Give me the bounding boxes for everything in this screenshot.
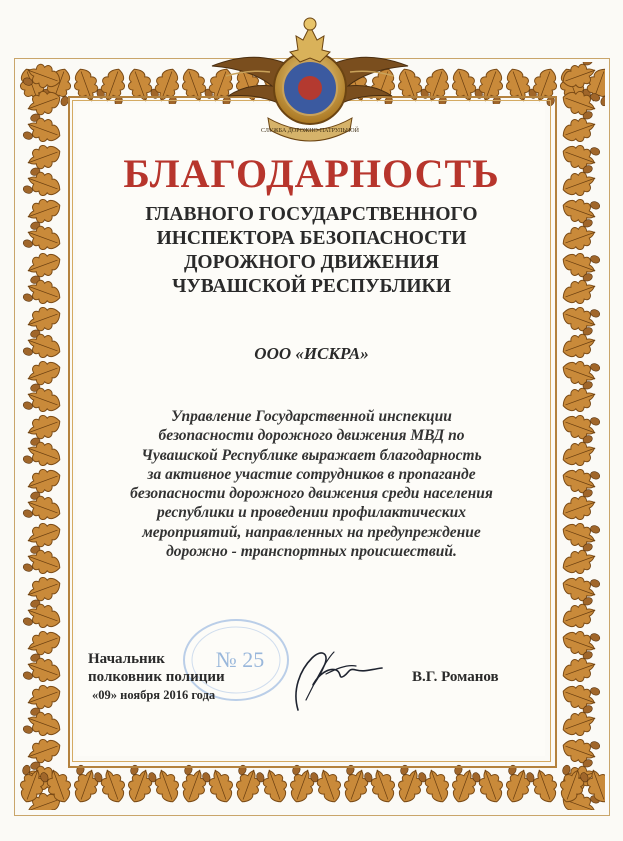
oak-leaf-ornament: [559, 624, 601, 660]
recipient-name: ООО «ИСКРА»: [254, 344, 369, 363]
oak-leaf-ornament: [23, 302, 65, 338]
oak-leaf-ornament: [23, 572, 65, 608]
oak-leaf-ornament: [445, 764, 481, 806]
subtitle-line: ГЛАВНОГО ГОСУДАРСТВЕННОГО: [145, 204, 478, 225]
oak-leaf-ornament: [22, 653, 64, 689]
oak-leaf-ornament: [229, 764, 265, 806]
ornament-border-bottom: [18, 762, 605, 810]
eagle-emblem-icon: [210, 6, 410, 156]
oak-leaf-ornament: [499, 764, 535, 806]
oak-leaf-ornament: [309, 765, 345, 807]
oak-leaf-ornament: [67, 764, 103, 806]
signer-name: В.Г. Романов: [412, 669, 499, 685]
body-line: за активное участие сотрудников в пропаганде: [147, 465, 476, 483]
oak-leaf-ornament: [23, 680, 65, 716]
oak-leaf-ornament: [558, 596, 600, 632]
stamp-number: № 25: [215, 647, 265, 672]
body-line: дорожно - транспортных происшествий.: [166, 543, 457, 561]
oak-leaf-ornament: [23, 626, 65, 662]
oak-leaf-ornament: [121, 764, 157, 806]
oak-leaf-ornament: [23, 86, 65, 122]
body-line: Чувашской Республике выражает благодарность: [141, 446, 482, 464]
oak-leaf-ornament: [337, 764, 373, 806]
oak-leaf-ornament: [147, 765, 183, 807]
oak-leaf-ornament: [558, 650, 600, 686]
oak-leaf-ornament: [559, 678, 601, 714]
oak-leaf-ornament: [22, 113, 64, 149]
body-line: безопасности дорожного движения МВД по: [158, 427, 465, 445]
oak-leaf-ornament: [417, 765, 453, 807]
oak-leaf-ornament: [175, 764, 211, 806]
issuer-subtitle: [0, 203, 623, 299]
oak-leaf-ornament: [558, 110, 600, 146]
signer-position-line2: полковник полиции: [88, 669, 225, 685]
oak-leaf-ornament: [391, 764, 427, 806]
subtitle-line: ИНСПЕКТОРА БЕЗОПАСНОСТИ: [156, 228, 467, 249]
oak-leaf-ornament: [18, 764, 49, 806]
body-paragraph: [0, 407, 623, 561]
oak-leaf-ornament: [22, 707, 64, 743]
emblem-ribbon-text: СЛУЖБА ДОРОЖНО-ПАТРУЛЬНОЙ: [261, 128, 359, 134]
oak-leaf-ornament: [283, 764, 319, 806]
oak-leaf-ornament: [22, 599, 64, 635]
oak-leaf-ornament: [363, 765, 399, 807]
oak-leaf-ornament: [558, 704, 600, 740]
signer-position-line1: Начальник: [88, 651, 165, 667]
oak-leaf-ornament: [525, 765, 561, 807]
oak-leaf-ornament: [201, 765, 237, 807]
oak-leaf-ornament: [93, 765, 129, 807]
oak-leaf-ornament: [39, 765, 75, 807]
oak-leaf-ornament: [559, 570, 601, 606]
subtitle-line: ДОРОЖНОГО ДВИЖЕНИЯ: [184, 252, 439, 273]
handwritten-signature: [286, 640, 396, 715]
subtitle-line: ЧУВАШСКОЙ РЕСПУБЛИКИ: [172, 276, 451, 297]
document-date: «09» ноября 2016 года: [92, 688, 216, 702]
signer-block: [88, 650, 225, 704]
body-line: мероприятий, направленных на предупреждение: [142, 523, 481, 541]
oak-leaf-ornament: [579, 765, 605, 807]
body-line: безопасности дорожного движения среди населения: [130, 485, 493, 503]
oak-leaf-ornament: [559, 84, 601, 120]
body-line: Управление Государственной инспекции: [171, 408, 452, 425]
oak-leaf-ornament: [471, 765, 507, 807]
oak-leaf-ornament: [22, 62, 64, 95]
document-title: БЛАГОДАРНОСТЬ: [123, 151, 500, 196]
oak-leaf-ornament: [558, 62, 600, 93]
oak-leaf-ornament: [559, 300, 601, 336]
oak-leaf-ornament: [255, 765, 291, 807]
body-line: республики и проведении профилактических: [156, 504, 466, 522]
oak-leaf-ornament: [553, 764, 589, 806]
